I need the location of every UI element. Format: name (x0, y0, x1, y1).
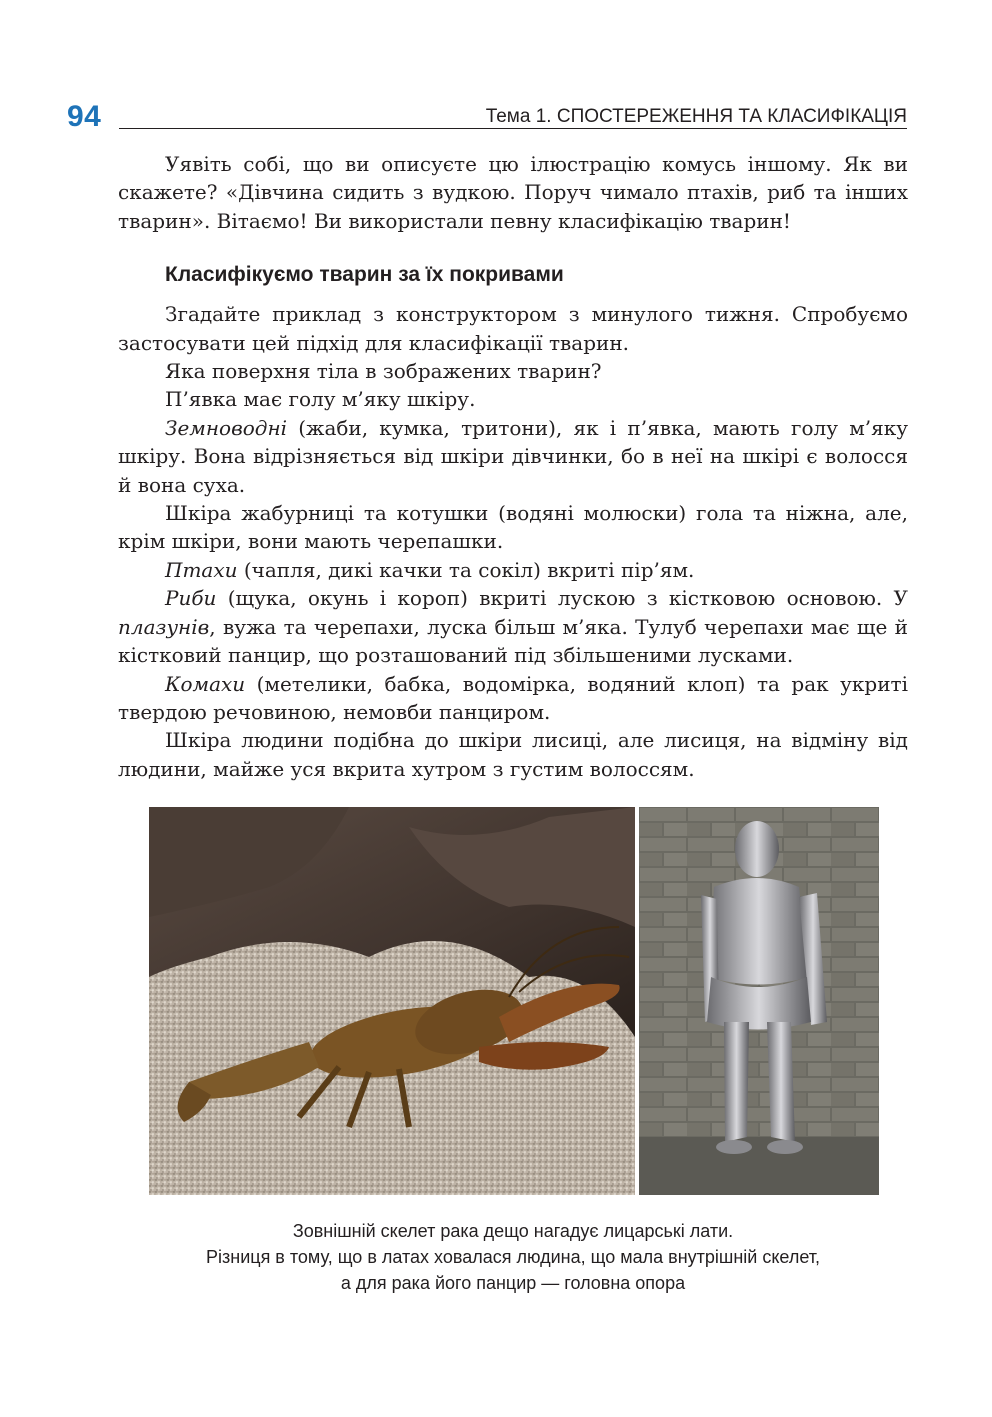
figure-photos (149, 807, 879, 1195)
page-body (118, 150, 908, 783)
paragraph-4-text: (жаби, кумка, тритони), як і п’явка, мають голу м’яку шкіру. Вона відрізняється від шкіри дівчинки, бо в неї на шкірі є волосся й вона суха. (118, 415, 908, 497)
paragraph-2: Яка поверхня тіла в зображених тварин? (165, 359, 602, 384)
paragraph-7 (118, 584, 908, 669)
paragraph-6 (118, 556, 908, 584)
header-rule (119, 128, 907, 129)
caption-line-1: Зовнішній скелет рака дещо нагадує лицарські лати. (292, 1221, 734, 1241)
page-header (0, 0, 992, 140)
crayfish-photo (149, 807, 635, 1195)
term-fish: Риби (165, 586, 217, 611)
intro-paragraph: Уявіть собі, що ви описуєте цю ілюстрацію комусь іншому. Як ви скажете? «Дівчина сидить з вудкою. Поруч чимало птахів, риб та інших тварин». Вітаємо! Ви використали певну класифікацію тварин! (118, 152, 908, 233)
caption-line-2: Різниця в тому, що в латах ховалася людина, що мала внутрішній скелет, (206, 1247, 820, 1267)
paragraph-1: Згадайте приклад з конструктором з минулого тижня. Спробуємо застосувати цей підхід для класифікації тварин. (118, 302, 908, 355)
paragraph-9: Шкіра людини подібна до шкіри лисиці, але лисиця, на відміну від людини, майже уся вкрита хутром з густим волоссям. (118, 728, 908, 781)
figure-caption (118, 1218, 908, 1296)
header-title: Тема 1. СПОСТЕРЕЖЕННЯ ТА КЛАСИФІКАЦІЯ (485, 106, 907, 127)
paragraph-5: Шкіра жабурниці та котушки (водяні молюски) гола та ніжна, але, крім шкіри, вони мають черепашки. (118, 501, 908, 554)
paragraph-7-text-a: (щука, окунь і короп) вкриті лускою з кістковою основою. У (216, 586, 908, 611)
paragraph-8-text: (метелики, бабка, водомірка, водяний клоп) та рак укриті твердою речовиною, немовби панциром. (118, 671, 908, 724)
knight-armor-photo (639, 807, 879, 1195)
caption-line-3: а для рака його панцир — головна опора (340, 1273, 686, 1293)
paragraph-8 (118, 670, 908, 727)
paragraph-4 (118, 414, 908, 499)
paragraph-6-text: (чапля, дикі качки та сокіл) вкриті пір’ям. (237, 557, 695, 582)
paragraph-3: П’явка має голу м’яку шкіру. (165, 387, 476, 412)
term-insects: Комахи (165, 671, 246, 696)
paragraph-7-text-b: , вужа та черепахи, луска більш м’яка. Тулуб черепахи має ще й кістковий панцир, що розташований під збільшеними лусками. (118, 614, 908, 668)
section-heading: Класифікуємо тварин за їх покривами (165, 263, 564, 287)
page-number: 94 (67, 100, 102, 133)
term-amphibians: Земноводні (165, 415, 288, 440)
term-birds: Птахи (165, 557, 238, 582)
term-reptiles: плазунів (118, 614, 210, 639)
